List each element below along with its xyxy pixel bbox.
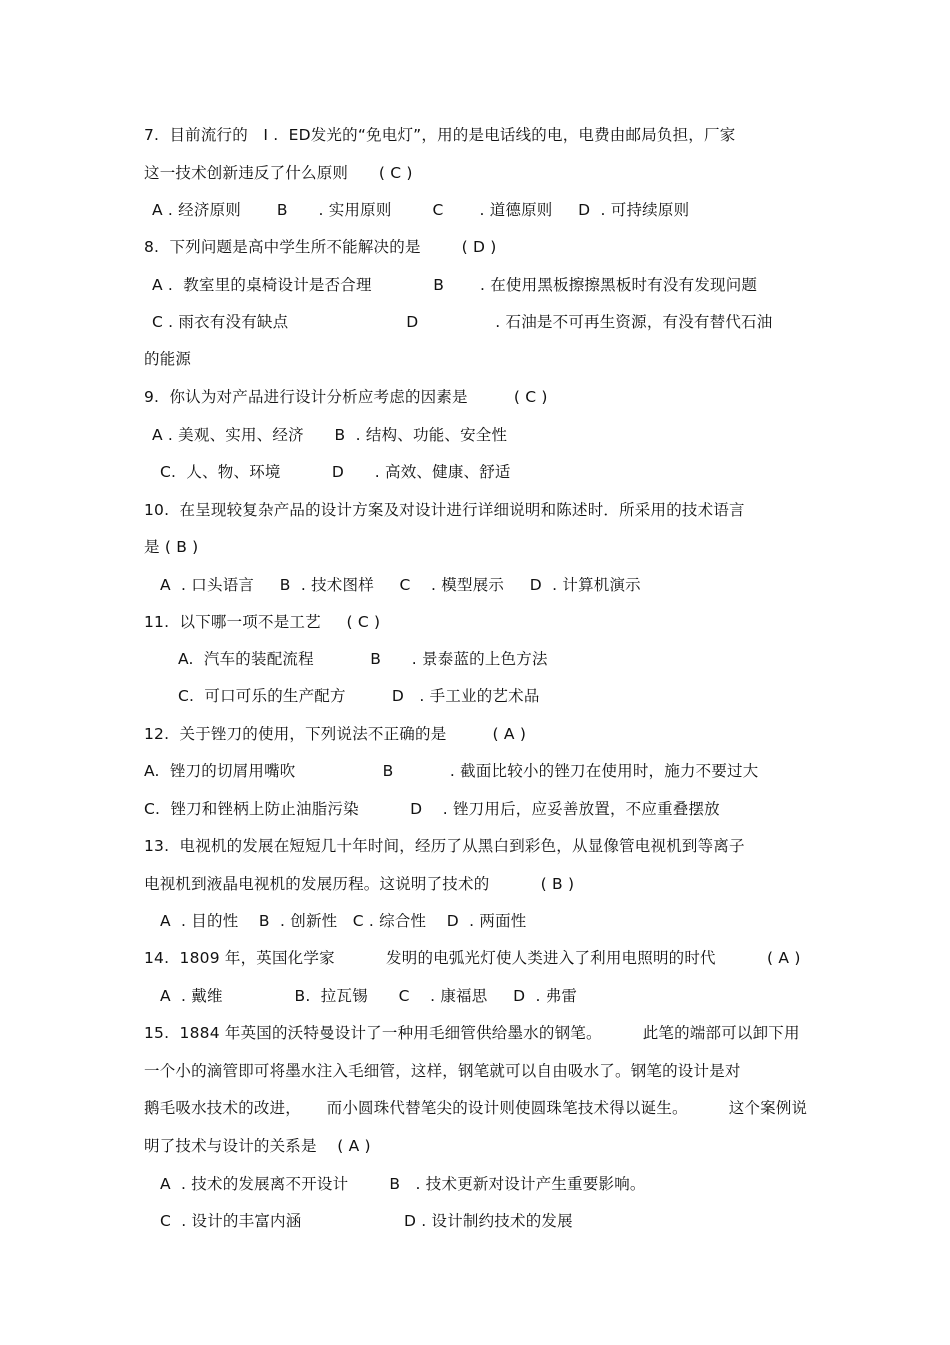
- question-15-line-2: 一个小的滴管即可将墨水注入毛细管，这样，钢笔就可以自由吸水了。钢笔的设计是对: [144, 1062, 741, 1080]
- question-10-line-2: 是 ( B ): [144, 538, 199, 556]
- question-9-line-1: 9. 你认为对产品进行设计分析应考虑的因素是 ( C ): [144, 388, 548, 406]
- question-13-line-1: 13. 电视机的发展在短短几十年时间，经历了从黑白到彩色，从显像管电视机到等离子: [144, 837, 745, 855]
- question-8-continuation: 的能源: [144, 350, 192, 368]
- question-10-options: A . 口头语言 B . 技术图样 C . 模型展示 D . 计算机演示: [160, 576, 641, 594]
- question-12-options-1: A. 锉刀的切屑用嘴吹 B . 截面比较小的锉刀在使用时，施力不要过大: [144, 762, 759, 780]
- question-15-options-1: A . 技术的发展离不开设计 B . 技术更新对设计产生重要影响。: [160, 1175, 646, 1193]
- question-8-line-1: 8. 下列问题是高中学生所不能解决的是 ( D ): [144, 238, 497, 256]
- question-14-options: A . 戴维 B. 拉瓦锡 C . 康福思 D . 弗雷: [160, 987, 578, 1005]
- question-7-line-1: 7. 目前流行的 I . ED发光的“免电灯”，用的是电话线的电，电费由邮局负担，厂家: [144, 126, 736, 144]
- question-7-line-2: 这一技术创新违反了什么原则 ( C ): [144, 164, 413, 182]
- question-8-options-2: C . 雨衣有没有缺点 D . 石油是不可再生资源，有没有替代石油: [152, 313, 773, 331]
- question-14-line-1: 14. 1809 年，英国化学家 发明的电弧光灯使人类进入了利用电照明的时代 ( A ): [144, 949, 801, 967]
- question-7-options: A . 经济原则 B . 实用原则 C . 道德原则 D . 可持续原则: [152, 201, 690, 219]
- question-11-line-1: 11. 以下哪一项不是工艺 ( C ): [144, 613, 381, 631]
- question-10-line-1: 10. 在呈现较复杂产品的设计方案及对设计进行详细说明和陈述时．所采用的技术语言: [144, 501, 745, 519]
- question-8-options-1: A . 教室里的桌椅设计是否合理 B . 在使用黑板擦擦黑板时有没有发现问题: [152, 276, 758, 294]
- question-13-line-2: 电视机到液晶电视机的发展历程。这说明了技术的 ( B ): [144, 875, 575, 893]
- question-13-options: A . 目的性 B . 创新性 C . 综合性 D . 两面性: [160, 912, 527, 930]
- question-12-line-1: 12. 关于锉刀的使用，下列说法不正确的是 ( A ): [144, 725, 527, 743]
- question-9-options-2: C. 人、物、环境 D . 高效、健康、舒适: [160, 463, 511, 481]
- question-15-line-4: 明了技术与设计的关系是 ( A ): [144, 1137, 371, 1155]
- question-15-options-2: C . 设计的丰富内涵 D . 设计制约技术的发展: [160, 1212, 573, 1230]
- question-12-options-2: C. 锉刀和锉柄上防止油脂污染 D . 锉刀用后，应妥善放置，不应重叠摆放: [144, 800, 720, 818]
- question-11-options-1: A. 汽车的装配流程 B . 景泰蓝的上色方法: [178, 650, 548, 668]
- question-9-options-1: A . 美观、实用、经济 B . 结构、功能、安全性: [152, 426, 508, 444]
- question-11-options-2: C. 可口可乐的生产配方 D . 手工业的艺术品: [178, 687, 540, 705]
- question-15-line-3: 鹅毛吸水技术的改进， 而小圆珠代替笔尖的设计则使圆珠笔技术得以诞生。 这个案例说: [144, 1099, 808, 1117]
- question-15-line-1: 15. 1884 年英国的沃特曼设计了一种用毛细管供给墨水的钢笔。 此笔的端部可以卸下用: [144, 1024, 800, 1042]
